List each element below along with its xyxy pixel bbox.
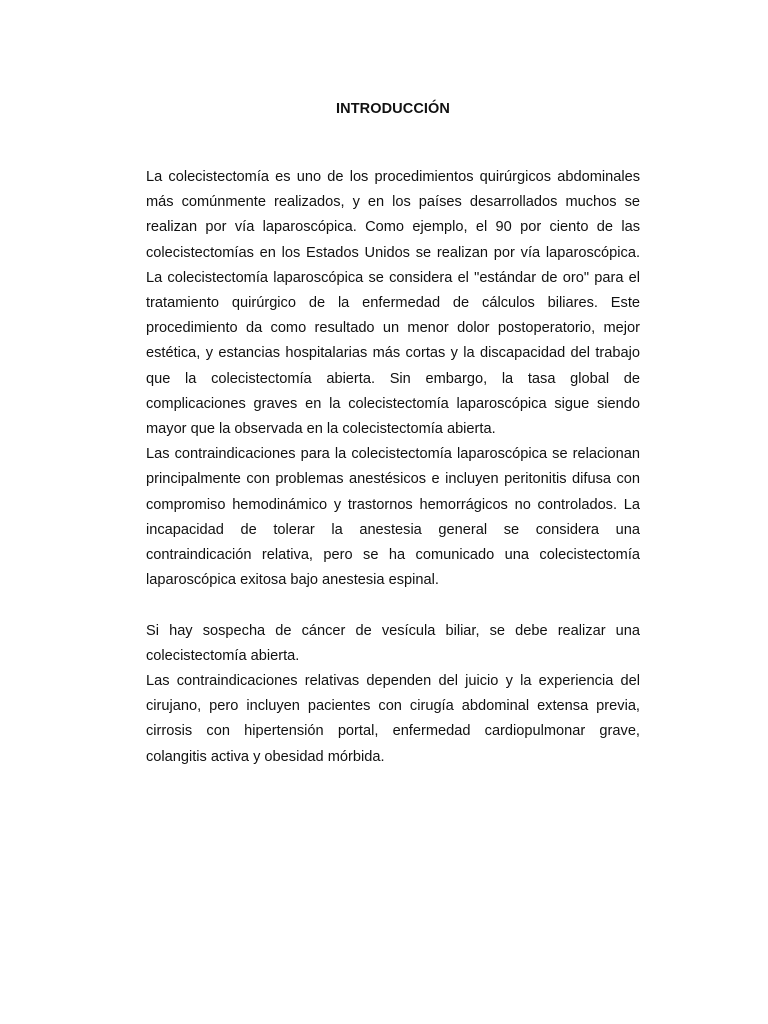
paragraph-cancer-suspicion: Si hay sospecha de cáncer de vesícula biliar, se debe realizar una colecistectomía abierta.	[146, 622, 640, 664]
paragraph-relative-contraindications: Las contraindicaciones relativas dependen del juicio y la experiencia del cirujano, pero incluyen pacientes con cirugía abdominal extensa previa, cirrosis con hipertensión portal, enfermedad cardiopulmonar grave, colangitis activa y obesidad mórbida.	[146, 673, 640, 765]
document-body	[146, 165, 640, 770]
paragraph-intro: La colecistectomía es uno de los procedimientos quirúrgicos abdominales más comúnmente realizados, y en los países desarrollados muchos se realizan por vía laparoscópica. Como ejemplo, el 90 por ciento de las colecistectomías en los Estados Unidos se realizan por vía laparoscópica. La colecistectomía laparoscópica se considera el "estándar de oro" para el tratamiento quirúrgico de la enfermedad de cálculos biliares. Este procedimiento da como resultado un menor dolor postoperatorio, mejor estética, y estancias hospitalarias más cortas y la discapacidad del trabajo que la colecistectomía abierta. Sin embargo, la tasa global de complicaciones graves en la colecistectomía laparoscópica sigue siendo mayor que la observada en la colecistectomía abierta.	[146, 169, 640, 438]
page-title: INTRODUCCIÓN	[336, 101, 450, 117]
paragraph-contraindications: Las contraindicaciones para la colecistectomía laparoscópica se relacionan principalmente con problemas anestésicos e incluyen peritonitis difusa con compromiso hemodinámico y trastornos hemorrágicos no controlados. La incapacidad de tolerar la anestesia general se considera una contraindicación relativa, pero se ha comunicado una colecistectomía laparoscópica exitosa bajo anestesia espinal.	[146, 446, 640, 589]
